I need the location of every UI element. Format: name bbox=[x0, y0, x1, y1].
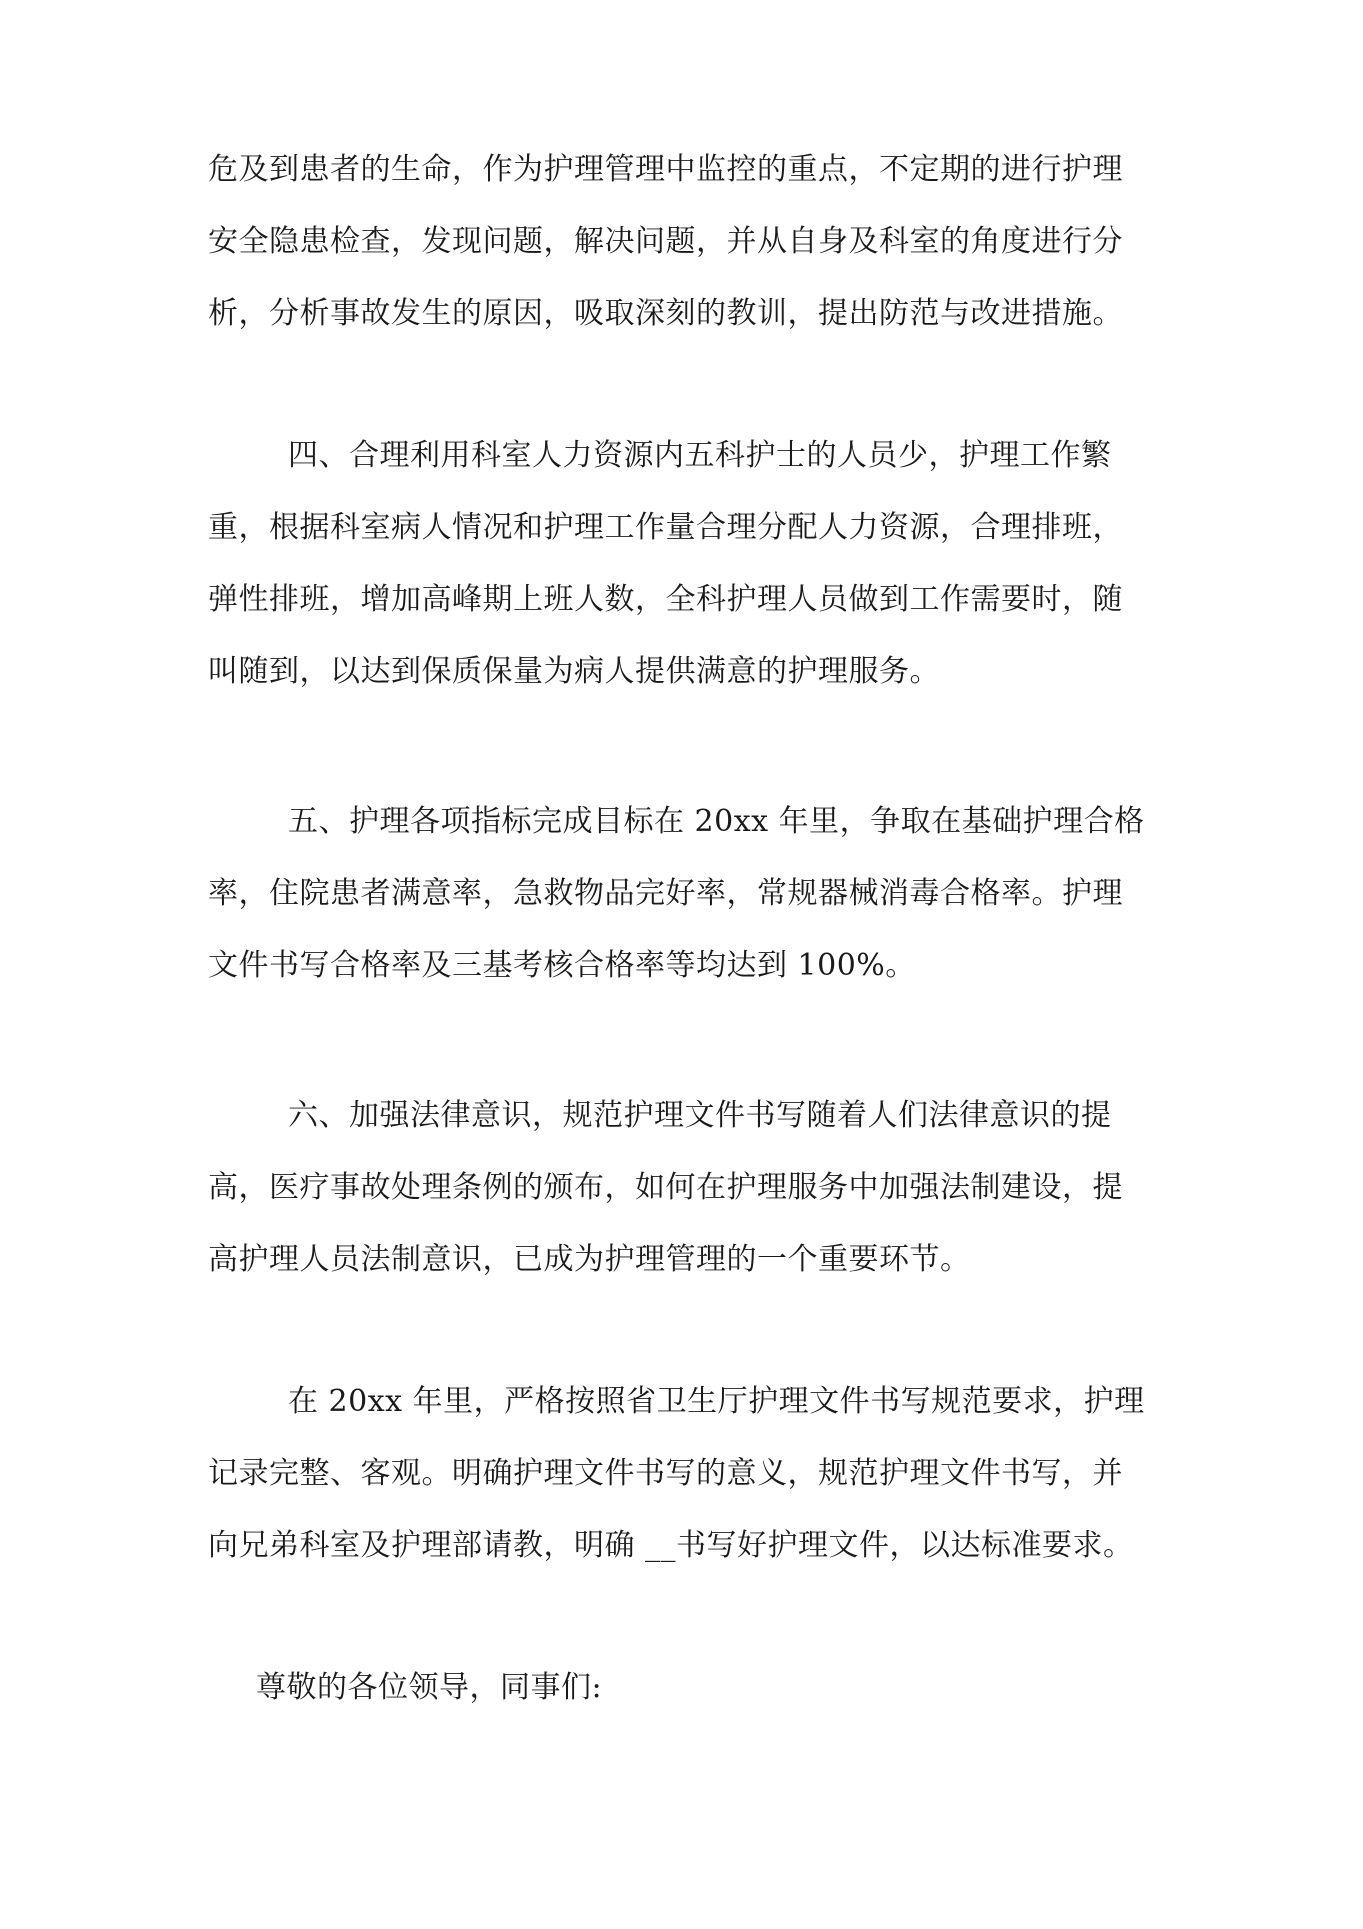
text-line: 析，分析事故发生的原因，吸取深刻的教训，提出防范与改进措施。 bbox=[208, 296, 1123, 331]
text-line: 高护理人员法制意识，已成为护理管理的一个重要环节。 bbox=[208, 1242, 971, 1277]
text-line: 向兄弟科室及护理部请教，明确 __书写好护理文件，以达标准要求。 bbox=[208, 1528, 1134, 1563]
text-line: 率，住院患者满意率，急救物品完好率，常规器械消毒合格率。护理 bbox=[208, 876, 1123, 911]
text-line: 危及到患者的生命，作为护理管理中监控的重点，不定期的进行护理 bbox=[208, 152, 1123, 187]
paragraph-greeting bbox=[208, 1652, 1188, 1724]
greeting-line: 尊敬的各位领导，同事们: bbox=[256, 1670, 603, 1705]
paragraph-section-four bbox=[208, 420, 1188, 708]
text-line: 文件书写合格率及三基考核合格率等均达到 100%。 bbox=[208, 948, 916, 983]
text-line: 高，医疗事故处理条例的颁布，如何在护理服务中加强法制建设，提 bbox=[208, 1170, 1123, 1205]
text-line: 记录完整、客观。明确护理文件书写的意义，规范护理文件书写，并 bbox=[208, 1456, 1123, 1491]
paragraph-section-six bbox=[208, 1080, 1188, 1296]
text-line: 叫随到，以达到保质保量为病人提供满意的护理服务。 bbox=[208, 654, 940, 689]
text-line: 五、护理各项指标完成目标在 20xx 年里，争取在基础护理合格 bbox=[288, 804, 1145, 839]
paragraph-section-five bbox=[208, 786, 1188, 1002]
text-line: 安全隐患检查，发现问题，解决问题，并从自身及科室的角度进行分 bbox=[208, 224, 1123, 259]
paragraph-continuation bbox=[208, 134, 1188, 350]
text-line: 六、加强法律意识，规范护理文件书写随着人们法律意识的提 bbox=[288, 1098, 1112, 1133]
text-line: 四、合理利用科室人力资源内五科护士的人员少，护理工作繁 bbox=[288, 438, 1112, 473]
text-line: 重，根据科室病人情况和护理工作量合理分配人力资源，合理排班， bbox=[208, 510, 1123, 545]
text-line: 弹性排班，增加高峰期上班人数，全科护理人员做到工作需要时，随 bbox=[208, 582, 1123, 617]
paragraph-records bbox=[208, 1366, 1188, 1582]
text-line: 在 20xx 年里，严格按照省卫生厅护理文件书写规范要求，护理 bbox=[288, 1384, 1145, 1419]
